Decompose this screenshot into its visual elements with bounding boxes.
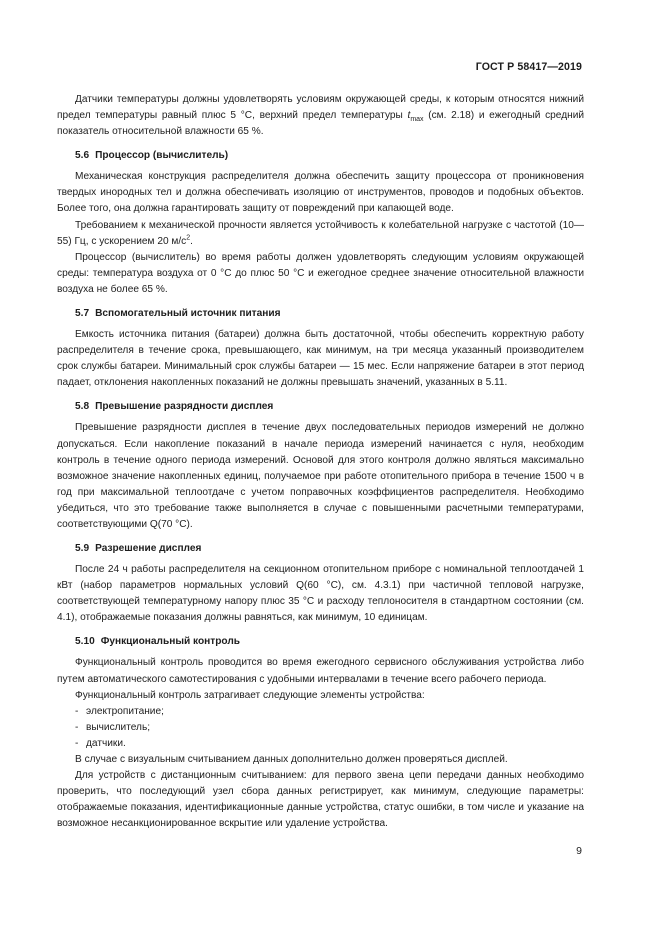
paragraph: После 24 ч работы распределителя на секционном отопительном приборе с номинальной теплоотдачей 1 кВт (набор параметров нормальных условий Q(60 °С), см. 4.3.1) при частичной тепловой нагрузке, соответствующей температурному напору плюс 35 °С и расходу теплоносителя в стандартном состоянии (см. 4.1), отображаемые показания должны равняться, как минимум, 10 единицам.	[57, 564, 584, 624]
section-heading-5-10	[57, 635, 584, 649]
unit-superscript: 2	[186, 234, 191, 242]
paragraph: Для устройств с дистанционным считыванием: для первого звена цепи передачи данных необходимо проверить, что последующий узел сбора данных регистрирует, как минимум, следующие параметры: отображаемые показания, идентификационные данные устройства, статус ошибки, в том числе и указание на возможное несанкционированное вскрытие или удаление устройства.	[57, 770, 584, 830]
paragraph-text-b: .	[190, 235, 193, 247]
page-number: 9	[576, 845, 582, 857]
section-number: 5.10	[75, 636, 95, 648]
list-item-text: электропитание;	[86, 705, 164, 717]
section-heading-5-8	[57, 400, 584, 414]
list-item-text: вычислитель;	[86, 721, 151, 733]
intro-text-b: (см. 2.18) и ежегодный средний показатель относительной влажности 65 %.	[57, 110, 585, 138]
section-title: Превышение разрядности дисплея	[95, 401, 274, 413]
list-dash: -	[75, 721, 79, 733]
paragraph: Превышение разрядности дисплея в течение двух последовательных периодов измерений не должно допускаться. Если накопление показаний в начале периода измерений начинается с нуля, необходим контроль в течение одного периода измерений. Основой для этого контроля должно являться максимально возможное значение накопленных единиц, получаемое при работе отопительного прибора в течение 1500 ч в год при максимальной теплоотдаче с учетом поправочных коэффициентов распределителя. Необходимо убедиться, что это требование также выполняется в случае с повышенными расчетными температурами, соответствующими Q(70 °С).	[57, 422, 584, 530]
list-dash: -	[75, 737, 79, 749]
section-number: 5.8	[75, 401, 90, 413]
temperature-symbol: t	[407, 110, 411, 122]
section-title: Функциональный контроль	[100, 636, 240, 648]
section-number: 5.7	[75, 308, 90, 320]
list-item	[57, 720, 584, 736]
paragraph-text-a: Требованием к механической прочности является устойчивость к колебательной нагрузке с частотой (10—55) Гц, с ускорением 20 м/с	[57, 219, 584, 247]
document-code-header: ГОСТ Р 58417—2019	[475, 61, 582, 73]
paragraph: В случае с визуальным считыванием данных дополнительно должен проверяться дисплей.	[75, 754, 508, 765]
section-number: 5.9	[75, 543, 90, 555]
section-title: Разрешение дисплея	[95, 543, 202, 555]
paragraph: Механическая конструкция распределителя должна обеспечить защиту процессора от проникновения твердых инородных тел и должна обеспечивать изоляцию от инструментов, проводов и подобных объектов. Более того, она должна гарантировать защиту от повреждений при капающей воде.	[57, 171, 584, 215]
paragraph	[57, 218, 584, 250]
paragraph: Функциональный контроль проводится во время ежегодного сервисного обслуживания устройства либо путем автоматического самотестирования с удобными интервалами в течение всего рабочего периода.	[57, 657, 584, 685]
section-title: Вспомогательный источник питания	[95, 308, 281, 320]
section-number: 5.6	[75, 150, 90, 162]
list-item-text: датчики.	[86, 737, 126, 749]
section-heading-5-6	[57, 149, 584, 163]
paragraph: Емкость источника питания (батареи) должна быть достаточной, чтобы обеспечить корректную работу распределителя в течение срока, превышающего, как минимум, на три месяца указанный производителем срок службы батареи. Минимальный срок службы батареи — 15 мес. Если напряжение батареи в этот период падает, отклонения накопленных показаний не должны превышать значений, указанных в 5.11.	[57, 329, 584, 389]
intro-text-a: Датчики температуры должны удовлетворять условиям окружающей среды, к которым относятся нижний предел температуры равный плюс 5 °С, верхний предел температуры	[57, 94, 584, 122]
list-item	[57, 736, 584, 752]
list-item	[57, 704, 584, 720]
section-heading-5-7	[57, 307, 584, 321]
temperature-subscript: max	[410, 116, 424, 124]
list-dash: -	[75, 705, 79, 717]
section-heading-5-9	[57, 542, 584, 556]
page-body	[57, 92, 584, 832]
intro-paragraph	[57, 92, 584, 140]
paragraph: Процессор (вычислитель) во время работы должен удовлетворять следующим условиям окружающей среды: температура воздуха от 0 °С до плюс 50 °С и ежегодное среднее значение относительной влажности воздуха не более 65 %.	[57, 251, 584, 295]
section-title: Процессор (вычислитель)	[95, 150, 229, 162]
paragraph: Функциональный контроль затрагивает следующие элементы устройства:	[75, 689, 425, 701]
